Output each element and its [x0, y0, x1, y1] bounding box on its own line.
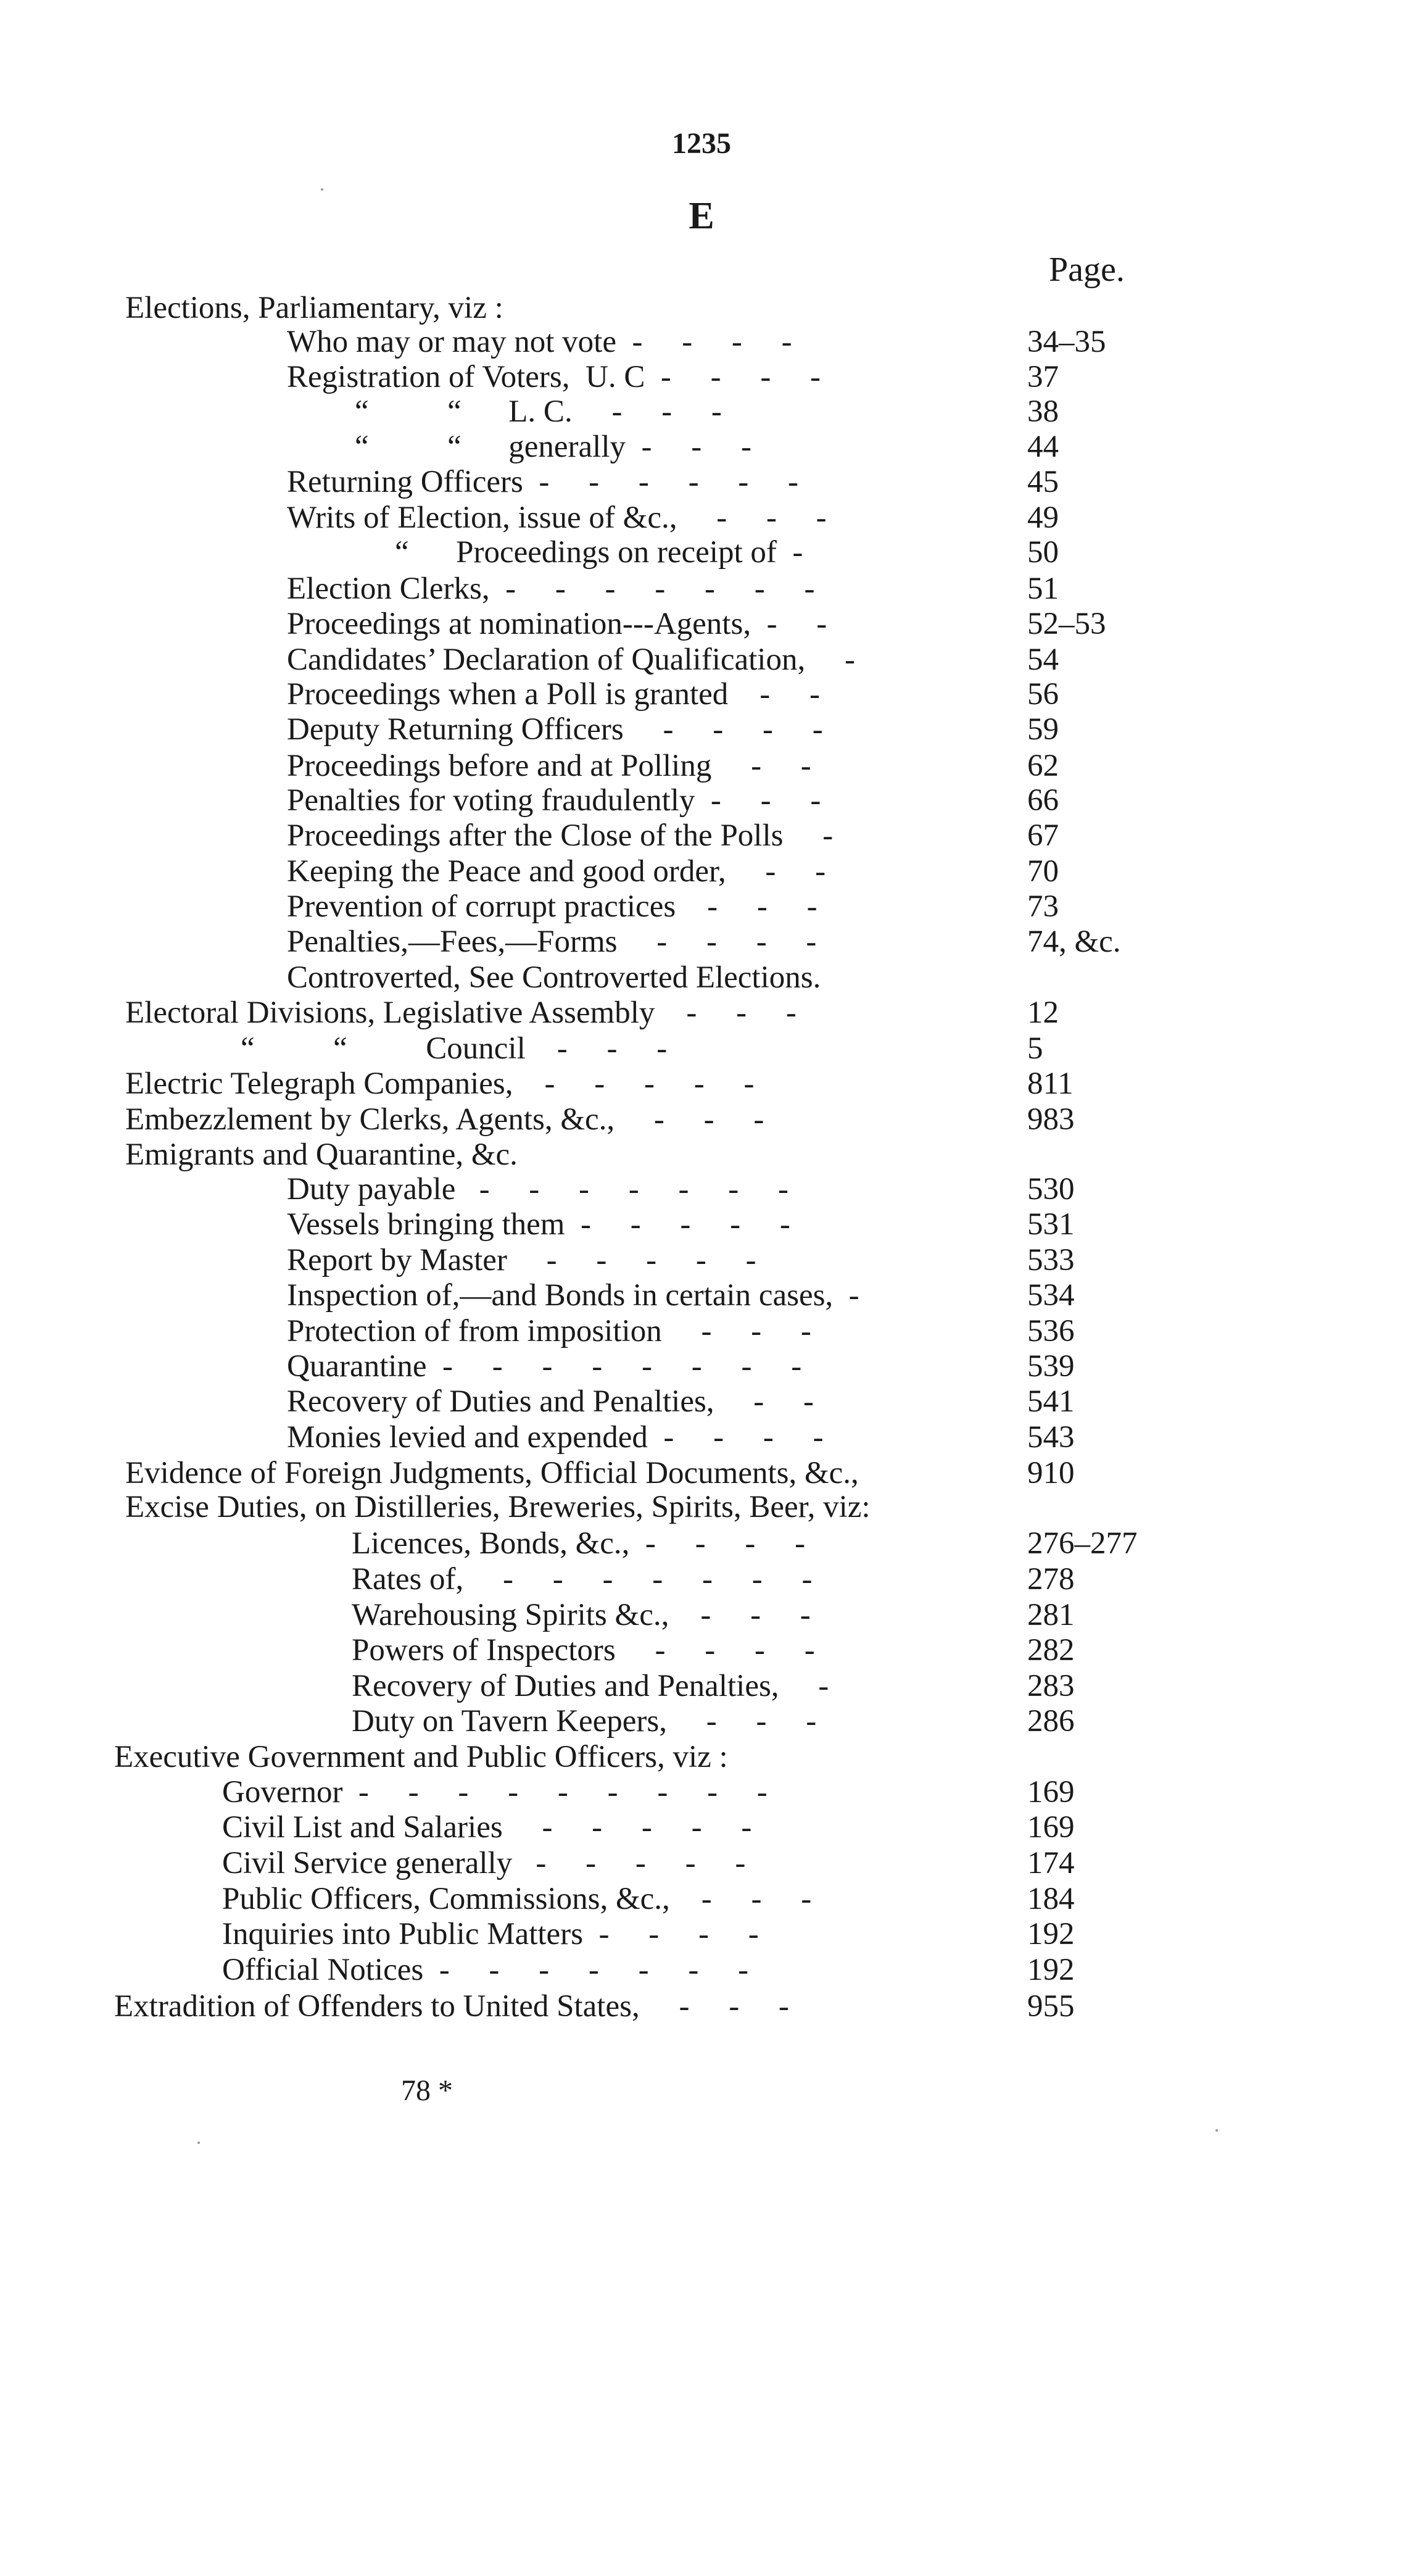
index-entry: [0, 571, 1403, 607]
index-entry: [0, 1845, 1403, 1881]
entry-page: 283: [1027, 1669, 1075, 1703]
entry-label: Writs of Election, issue of &c., - - -: [287, 501, 827, 535]
entry-label: Embezzlement by Clerks, Agents, &c., - - -: [125, 1102, 764, 1137]
entry-label: Proceedings after the Close of the Polls -: [287, 818, 834, 853]
index-entry: [0, 995, 1403, 1031]
entry-page: 534: [1027, 1278, 1075, 1313]
index-entry: [0, 290, 1403, 326]
entry-page: 530: [1027, 1172, 1075, 1207]
index-entry: [0, 1916, 1403, 1952]
index-entry: [0, 1137, 1403, 1173]
entry-label: Proceedings when a Poll is granted - -: [287, 677, 820, 712]
entry-page: 44: [1027, 430, 1059, 464]
index-entry: [0, 429, 1403, 465]
entry-page: 541: [1027, 1384, 1075, 1419]
signature-mark: 78 *: [401, 2074, 453, 2107]
entry-label: Official Notices - - - - - - -: [222, 1953, 749, 1987]
entry-page: 56: [1027, 677, 1059, 712]
entry-label: Election Clerks, - - - - - - -: [287, 571, 815, 606]
entry-label: Civil Service generally - - - - -: [222, 1846, 746, 1880]
entry-page: 54: [1027, 642, 1059, 677]
entry-label: Registration of Voters, U. C - - - -: [287, 360, 821, 394]
index-entry: [0, 889, 1403, 924]
entry-page: 543: [1027, 1420, 1075, 1455]
paper-speck: [321, 188, 323, 191]
index-entry: [0, 1489, 1403, 1525]
entry-label: Emigrants and Quarantine, &c.: [125, 1137, 518, 1172]
entry-label: Recovery of Duties and Penalties, - -: [287, 1384, 814, 1419]
entry-page: 37: [1027, 360, 1059, 394]
entry-label: Controverted, See Controverted Elections.: [287, 960, 821, 995]
index-entry: [0, 500, 1403, 536]
entry-label: Excise Duties, on Distilleries, Breweries, Spirits, Beer, viz:: [125, 1490, 871, 1524]
entry-page: 52–53: [1027, 607, 1106, 641]
entry-label: Recovery of Duties and Penalties, -: [352, 1669, 829, 1703]
entry-page: 51: [1027, 571, 1059, 606]
entry-label: Deputy Returning Officers - - - -: [287, 712, 823, 747]
index-entry: [0, 1988, 1403, 2024]
index-entry: [0, 1031, 1403, 1066]
entry-label: Inspection of,—and Bonds in certain cases, -: [287, 1278, 859, 1313]
entry-label: Evidence of Foreign Judgments, Official Documents, &c.,: [125, 1456, 859, 1490]
entry-page: 70: [1027, 854, 1059, 889]
index-entry: [0, 1102, 1403, 1137]
entry-page: 286: [1027, 1704, 1075, 1739]
entry-label: Keeping the Peace and good order, - -: [287, 854, 826, 889]
entry-label: “ “ generally - - -: [355, 430, 751, 464]
entry-page: 536: [1027, 1314, 1075, 1348]
entry-page: 533: [1027, 1243, 1075, 1278]
index-entry: [0, 1774, 1403, 1810]
index-entry: [0, 1171, 1403, 1207]
index-entry: [0, 1952, 1403, 1988]
index-entry: [0, 712, 1403, 747]
index-entry: [0, 464, 1403, 500]
entry-label: Proceedings at nomination---Agents, - -: [287, 607, 827, 641]
index-entry: [0, 1597, 1403, 1633]
entry-page: 282: [1027, 1633, 1075, 1668]
entry-label: Returning Officers - - - - - -: [287, 465, 799, 499]
page-column-heading: Page.: [1049, 251, 1125, 289]
index-entry: [0, 1703, 1403, 1739]
index-entry: [0, 1881, 1403, 1917]
index-entry: [0, 1526, 1403, 1561]
section-letter: E: [689, 195, 714, 237]
entry-page: 5: [1027, 1031, 1043, 1066]
entry-page: 955: [1027, 1989, 1075, 2024]
entry-page: 49: [1027, 501, 1059, 535]
entry-label: Elections, Parliamentary, viz :: [125, 291, 503, 325]
entry-label: Public Officers, Commissions, &c., - - -: [222, 1882, 812, 1916]
entry-label: Penalties for voting fraudulently - - -: [287, 783, 821, 818]
index-entry: [0, 642, 1403, 678]
entry-page: 45: [1027, 465, 1059, 499]
index-entry: [0, 818, 1403, 854]
entry-page: 12: [1027, 995, 1059, 1030]
entry-label: Proceedings before and at Polling - -: [287, 749, 811, 783]
index-entry: [0, 359, 1403, 395]
entry-page: 531: [1027, 1207, 1075, 1242]
entry-page: 73: [1027, 889, 1059, 924]
entry-label: Protection of from imposition - - -: [287, 1314, 811, 1348]
entry-page: 184: [1027, 1882, 1075, 1916]
index-entry: [0, 783, 1403, 818]
index-entry: [0, 960, 1403, 995]
entry-label: Candidates’ Declaration of Qualification, -: [287, 642, 855, 677]
index-entry: [0, 324, 1403, 360]
entry-label: Vessels bringing them - - - - -: [287, 1207, 790, 1242]
index-entry: [0, 1066, 1403, 1102]
entry-label: Quarantine - - - - - - - -: [287, 1349, 802, 1384]
page-number: 1235: [672, 127, 731, 160]
index-entry: [0, 1632, 1403, 1668]
entry-page: 169: [1027, 1775, 1075, 1809]
index-entry: [0, 394, 1403, 430]
entry-page: 174: [1027, 1846, 1075, 1880]
entry-label: Electric Telegraph Companies, - - - - -: [125, 1066, 755, 1101]
index-entry: [0, 1313, 1403, 1349]
entry-label: Duty on Tavern Keepers, - - -: [352, 1704, 817, 1739]
index-entry: [0, 1384, 1403, 1419]
entry-page: 74, &c.: [1027, 924, 1121, 959]
entry-label: Extradition of Offenders to United States, - - -: [114, 1989, 789, 2024]
index-entry: [0, 606, 1403, 642]
index-entry: [0, 1242, 1403, 1278]
entry-label: Prevention of corrupt practices - - -: [287, 889, 817, 924]
entry-label: Licences, Bonds, &c., - - - -: [352, 1526, 806, 1561]
entry-label: Penalties,—Fees,—Forms - - - -: [287, 924, 817, 959]
entry-page: 192: [1027, 1917, 1075, 1951]
entry-page: 983: [1027, 1102, 1075, 1137]
index-entry: [0, 1348, 1403, 1384]
index-entry: [0, 1739, 1403, 1775]
entry-page: 62: [1027, 749, 1059, 783]
index-entry: [0, 1561, 1403, 1597]
entry-label: Who may or may not vote - - - -: [287, 325, 792, 359]
entry-page: 539: [1027, 1349, 1075, 1384]
index-entry: [0, 854, 1403, 889]
index-entry: [0, 1809, 1403, 1845]
entry-label: Powers of Inspectors - - - -: [352, 1633, 815, 1668]
entry-label: Electoral Divisions, Legislative Assembly - - -: [125, 995, 797, 1030]
entry-page: 66: [1027, 783, 1059, 818]
entry-label: Executive Government and Public Officers, viz :: [114, 1740, 728, 1774]
index-entry: [0, 676, 1403, 712]
paper-speck: [197, 2142, 200, 2144]
index-entry: [0, 1278, 1403, 1313]
entry-page: 67: [1027, 818, 1059, 853]
entry-label: Governor - - - - - - - - -: [222, 1775, 768, 1809]
entry-page: 278: [1027, 1562, 1075, 1597]
entry-page: 38: [1027, 394, 1059, 429]
entry-page: 281: [1027, 1598, 1075, 1632]
entry-label: Civil List and Salaries - - - - -: [222, 1810, 752, 1845]
index-entry: [0, 1207, 1403, 1242]
entry-page: 910: [1027, 1456, 1075, 1490]
index-entry: [0, 748, 1403, 784]
entry-label: Inquiries into Public Matters - - - -: [222, 1917, 759, 1951]
entry-label: Monies levied and expended - - - -: [287, 1420, 824, 1455]
entry-page: 59: [1027, 712, 1059, 747]
paper-speck: [1215, 2129, 1218, 2132]
entry-page: 811: [1027, 1066, 1074, 1101]
index-entry: [0, 1668, 1403, 1704]
entry-page: 34–35: [1027, 325, 1106, 359]
entry-label: Warehousing Spirits &c., - - -: [352, 1598, 811, 1632]
entry-label: “ “ Council - - -: [241, 1031, 668, 1066]
index-entry: [0, 924, 1403, 960]
entry-label: Duty payable - - - - - - -: [287, 1172, 788, 1207]
entry-label: “ “ L. C. - - -: [355, 394, 722, 429]
entry-page: 50: [1027, 535, 1059, 570]
entry-label: “ Proceedings on receipt of -: [395, 535, 803, 570]
entry-page: 276–277: [1027, 1526, 1138, 1561]
index-entry: [0, 1455, 1403, 1491]
index-entry: [0, 1419, 1403, 1455]
entry-page: 169: [1027, 1810, 1075, 1845]
entry-label: Report by Master - - - - -: [287, 1243, 756, 1278]
entry-label: Rates of, - - - - - - -: [352, 1562, 813, 1597]
entry-page: 192: [1027, 1953, 1075, 1987]
index-entry: [0, 534, 1403, 570]
